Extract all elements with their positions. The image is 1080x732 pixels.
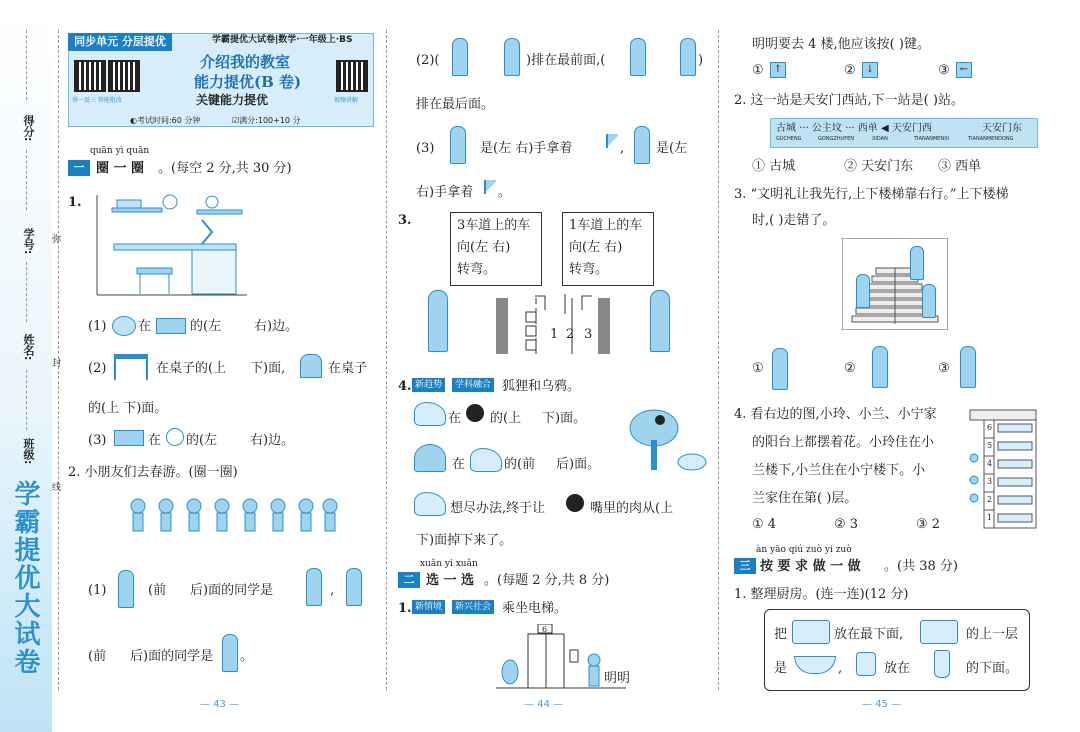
q1-1-part: 在 xyxy=(138,319,152,334)
p44-q3-part: 是(左 右)手拿着 xyxy=(480,141,573,156)
question-number: 1. xyxy=(68,195,82,210)
q2-2-part: 。 xyxy=(240,649,254,664)
option-marker: ③ xyxy=(938,63,950,78)
q4a-part: 下)面。 xyxy=(542,411,587,426)
q2-1-part: 后)面的同学是 xyxy=(190,583,274,598)
child-figure-icon xyxy=(118,570,134,608)
p44-q3-part: , xyxy=(620,141,625,156)
q1-1-part: (1) xyxy=(88,319,107,334)
fox-icon xyxy=(470,448,502,472)
lane-number: 2 xyxy=(566,327,575,342)
q1-3-part: 右)边。 xyxy=(250,433,295,448)
question-2: 2. 小朋友们去春游。(圈一圈) xyxy=(68,465,238,480)
floor-number: 3 xyxy=(987,477,993,486)
q1-1-part: 的(左 xyxy=(190,319,222,334)
option-marker: ② xyxy=(844,63,856,78)
p44-q3-part: 右)手拿着 xyxy=(416,185,474,200)
option-marker: ① xyxy=(752,361,764,376)
p44-q3-part: 。 xyxy=(498,185,512,200)
girl-figure-icon xyxy=(428,290,448,352)
flag-icon xyxy=(606,134,618,148)
section-title: 选 一 选 xyxy=(426,573,475,588)
blank-line xyxy=(26,262,27,322)
question-number: 3. xyxy=(398,213,412,228)
crow-icon xyxy=(466,404,484,422)
sign-pinyin: GUCHENG xyxy=(776,136,802,142)
option-text: ① 古城 xyxy=(752,159,796,174)
question-number: 1. xyxy=(398,601,412,616)
sign-stations: 古城 ··· 公主坟 ··· 西单 ◀ 天安门西 xyxy=(776,123,932,134)
score-field-label: 得分: xyxy=(22,115,35,142)
q2-1-part: , xyxy=(330,583,335,598)
sign-pinyin: TIANANMENXI xyxy=(914,136,949,142)
qr-caption: 举一反三 智能批改 xyxy=(72,97,122,104)
exam-subtitle: 能力提优(B 卷) xyxy=(194,73,302,91)
child-figure-icon xyxy=(856,274,870,308)
microwave-icon xyxy=(920,620,958,644)
binding-spine xyxy=(0,0,52,732)
student-id-field-label: 学号: xyxy=(22,228,35,255)
bubble-line: 转弯。 xyxy=(569,262,609,277)
context-tag: 新情境 xyxy=(412,600,445,614)
seal-mark: 封 xyxy=(52,359,62,369)
p44-q2-part: )排在最前面,( xyxy=(526,53,606,68)
q4c-part: 想尽办法,终于让 xyxy=(450,501,546,516)
child-figure-icon xyxy=(680,38,696,76)
option-marker: ② xyxy=(844,361,856,376)
kitchen-text: 放在 xyxy=(884,661,911,676)
q4d-text: 下)面掉下来了。 xyxy=(416,533,513,548)
flag-icon xyxy=(484,180,496,194)
exam-level: 关键能力提优 xyxy=(196,93,269,107)
series-title: 学霸提优大试卷|数学·一年级上·BS xyxy=(212,35,353,45)
option-text: ③ 西单 xyxy=(938,159,982,174)
q1-2-part: 在桌子的(上 xyxy=(156,361,227,376)
speech-bubble xyxy=(562,212,654,286)
p45-q2: 2. 这一站是天安门西站,下一站是( )站。 xyxy=(734,93,964,108)
p45-q4-line: 兰楼下,小兰住在小宁楼下。小 xyxy=(752,463,926,478)
q1-1-part: 右)边。 xyxy=(254,319,299,334)
road-lanes-illustration xyxy=(490,288,620,356)
lane-number: 3 xyxy=(584,327,593,342)
floor-number: 2 xyxy=(987,495,993,504)
seal-mark: 弥 xyxy=(52,235,62,245)
q4b-part: 的(前 xyxy=(504,457,536,472)
p45-q4-line: 4. 看右边的图,小玲、小兰、小宁家 xyxy=(734,407,937,422)
child-figure-icon xyxy=(772,348,788,390)
bubble-line: 向(左 右) xyxy=(457,240,511,255)
elevator-floor-label: 6 xyxy=(542,625,548,634)
child-figure-icon xyxy=(306,568,322,606)
section-note: 。(共 38 分) xyxy=(884,559,958,574)
fox-icon xyxy=(414,492,446,516)
q2-2-part: 后)面的同学是 xyxy=(130,649,214,664)
desk-illustration xyxy=(92,190,252,300)
child-figure-icon xyxy=(960,346,976,388)
q4b-part: 后)面。 xyxy=(556,457,601,472)
option-text: ② 天安门东 xyxy=(844,159,914,174)
p44-q3-part: (3) xyxy=(416,141,435,156)
page-number: — 43 — xyxy=(200,699,240,710)
sign-pinyin: XIDAN xyxy=(872,136,888,142)
books-icon xyxy=(114,430,144,446)
sign-stations: 天安门东 xyxy=(982,123,1022,134)
kitchen-question: 1. 整理厨房。(连一连)(12 分) xyxy=(734,587,909,602)
class-field-label: 班级: xyxy=(22,438,35,465)
qr-caption: 视频讲解 xyxy=(334,97,359,104)
p44-q2-part: (2)( xyxy=(416,53,440,68)
q1-3-part: 的(左 xyxy=(186,433,218,448)
bubble-line: 向(左 右) xyxy=(569,240,623,255)
bubble-line: 转弯。 xyxy=(457,262,497,277)
p44-q2-part: 排在最后面。 xyxy=(416,97,495,112)
q4b-part: 在 xyxy=(452,457,466,472)
fox-crow-tree-illustration xyxy=(626,404,710,474)
page-number: — 45 — xyxy=(862,699,902,710)
q1-3-part: (3) xyxy=(88,433,107,448)
crow-icon xyxy=(566,494,584,512)
spine-title: 学霸提优大试卷 xyxy=(10,480,40,676)
page-divider xyxy=(718,30,719,690)
exam-title: 介绍我的教室 xyxy=(200,53,291,71)
kitchen-text: 是 xyxy=(774,661,788,676)
kitchen-text: 的下面。 xyxy=(966,661,1019,676)
q4c-part: 嘴里的肉从(上 xyxy=(590,501,674,516)
question-number: 4. xyxy=(398,379,412,394)
qr-code-icon[interactable] xyxy=(336,60,368,92)
exam-time: ◐考试时间:60 分钟 xyxy=(130,116,201,125)
sign-pinyin: GONGZHUFEN xyxy=(818,136,855,142)
child-figure-icon xyxy=(872,346,888,388)
q4a-part: 的(上 xyxy=(490,411,522,426)
blank-line xyxy=(26,370,27,430)
trend-tag: 新趋势 xyxy=(412,378,445,392)
child-figure-icon xyxy=(634,126,650,164)
floor-number: 4 xyxy=(987,459,993,468)
option-marker: ① xyxy=(752,63,764,78)
fox-icon xyxy=(414,402,446,426)
floor-number: 1 xyxy=(987,513,993,522)
option-text: ③ 2 xyxy=(916,517,941,532)
section-pinyin: àn yāo qiú zuò yi zuò xyxy=(756,545,852,555)
tree-icon xyxy=(414,444,446,472)
qr-code-icon[interactable] xyxy=(74,60,106,92)
stool-icon xyxy=(114,354,148,380)
section-title: 圈 一 圈 xyxy=(96,161,145,176)
lane-number: 1 xyxy=(550,327,559,342)
section-title: 按 要 求 做 一 做 xyxy=(760,559,861,574)
floor-number: 6 xyxy=(987,423,993,432)
section-number: 一 xyxy=(68,160,90,176)
p45-q1-text: 明明要去 4 楼,他应该按( )键。 xyxy=(752,37,930,52)
name-field-label: 姓名: xyxy=(22,334,35,361)
kitchen-text: , xyxy=(838,661,843,676)
option-marker: ③ xyxy=(938,361,950,376)
q1-2-part: 在桌子 xyxy=(328,361,368,376)
kitchen-text: 的上一层 xyxy=(966,627,1019,642)
q2-1-part: (前 xyxy=(148,583,167,598)
q4-title: 狐狸和乌鸦。 xyxy=(502,379,581,394)
section-pinyin: xuǎn yi xuǎn xyxy=(420,559,478,569)
section-pinyin: quān yì quān xyxy=(90,146,150,156)
qr-code-icon[interactable] xyxy=(108,60,140,92)
apartment-building-illustration xyxy=(964,408,1040,530)
p44-q3-part: 是(左 xyxy=(656,141,688,156)
arrow-up-icon[interactable]: ↑ xyxy=(770,62,786,78)
q1-2-part: (2) xyxy=(88,361,107,376)
microwave-icon xyxy=(792,620,830,644)
p44-q2-part: ) xyxy=(698,53,704,68)
boy-figure-icon xyxy=(650,290,670,352)
kitchen-text: 把 xyxy=(774,627,788,642)
sign-pinyin: TIANANMENDONG xyxy=(968,136,1014,142)
p45-q3-line: 时,( )走错了。 xyxy=(752,213,836,228)
kitchen-text: 放在最下面, xyxy=(834,627,904,642)
q2-2-part: (前 xyxy=(88,649,107,664)
exam-score: ☑满分:100+10 分 xyxy=(232,116,301,125)
p45-q4-line: 兰家住在第( )层。 xyxy=(752,491,858,506)
children-line-illustration xyxy=(128,494,338,550)
mingming-label: 明明 xyxy=(604,671,631,686)
blank-line xyxy=(26,30,27,100)
blender-icon xyxy=(934,650,950,678)
child-figure-icon xyxy=(222,634,238,672)
bubble-line: 1车道上的车 xyxy=(569,218,643,233)
books-icon xyxy=(156,318,186,334)
p45-q3-line: 3. “文明礼让我先行,上下楼梯靠右行。”上下楼梯 xyxy=(734,187,1009,202)
child-figure-icon xyxy=(630,38,646,76)
child-figure-icon xyxy=(910,246,924,280)
page-number: — 44 — xyxy=(524,699,564,710)
section-number: 三 xyxy=(734,558,756,574)
speech-bubble xyxy=(450,212,542,286)
child-figure-icon xyxy=(450,126,466,164)
q1-3-part: 在 xyxy=(148,433,162,448)
q1-2-part: 下)面, xyxy=(250,361,286,376)
bubble-line: 3车道上的车 xyxy=(457,218,531,233)
social-tag: 新兴社会 xyxy=(452,600,494,614)
child-figure-icon xyxy=(346,568,362,606)
page-divider xyxy=(386,30,387,690)
arrow-left-icon[interactable]: ← xyxy=(956,62,972,78)
child-figure-icon xyxy=(504,38,520,76)
section-number: 二 xyxy=(398,572,420,588)
child-figure-icon xyxy=(922,284,936,318)
q1-2-part: 的(上 下)面。 xyxy=(88,401,168,416)
p45-q4-line: 的阳台上都摆着花。小玲住在小 xyxy=(752,435,935,450)
arrow-down-icon[interactable]: ↓ xyxy=(862,62,878,78)
section-note: 。(每题 2 分,共 8 分) xyxy=(484,573,610,588)
option-text: ① 4 xyxy=(752,517,777,532)
floor-number: 5 xyxy=(987,441,993,450)
flower-pot-icon xyxy=(112,316,136,336)
q4a-part: 在 xyxy=(448,411,462,426)
clock-icon xyxy=(166,428,184,446)
lamp-icon xyxy=(300,354,322,378)
unit-tag: 同步单元 分层提优 xyxy=(68,33,172,51)
q2-1-part: (1) xyxy=(88,583,107,598)
q1-title: 乘坐电梯。 xyxy=(502,601,568,616)
rice-cooker-icon xyxy=(856,652,876,676)
subject-tag: 学科融合 xyxy=(452,378,494,392)
section-note: 。(每空 2 分,共 30 分) xyxy=(158,161,292,176)
option-text: ② 3 xyxy=(834,517,859,532)
child-figure-icon xyxy=(452,38,468,76)
seal-mark: 线 xyxy=(52,483,62,493)
blank-line xyxy=(26,150,27,210)
